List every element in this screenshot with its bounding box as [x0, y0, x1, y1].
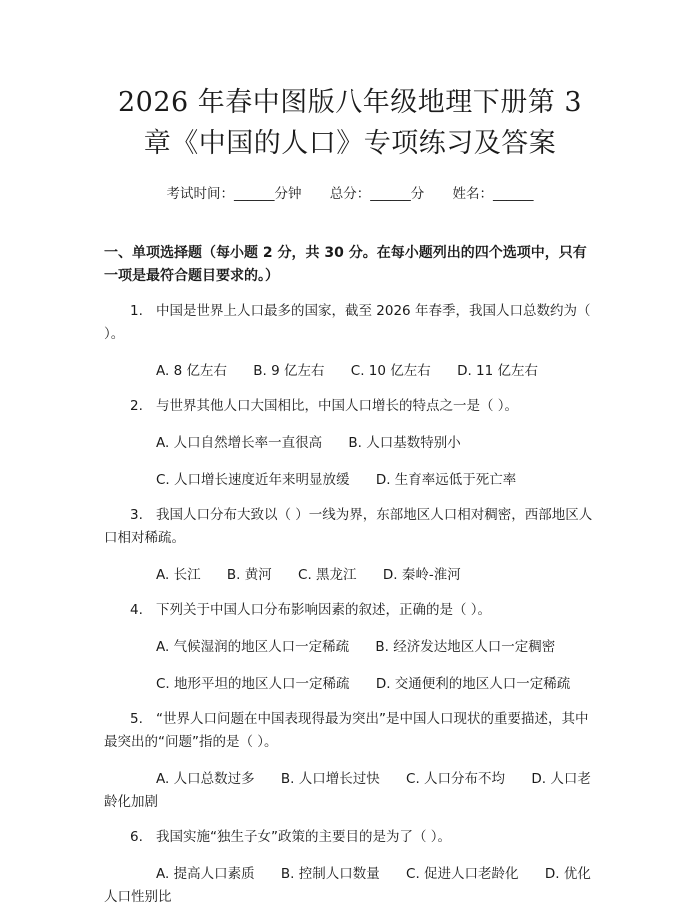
option-c: C. 黑龙江: [298, 567, 357, 583]
option-c: C. 10 亿左右: [350, 363, 431, 379]
question-stem: 我国实施“独生子女”政策的主要目的是为了（ ）。: [156, 829, 452, 845]
question-2-options-row-2: [104, 469, 596, 492]
option-c: C. 地形平坦的地区人口一定稀疏: [156, 676, 350, 692]
option-b: B. 控制人口数量: [280, 866, 380, 882]
question-number: 1.: [130, 303, 143, 319]
question-4: [104, 599, 596, 622]
option-c: C. 人口分布不均: [406, 771, 506, 787]
option-a: A. 气候湿润的地区人口一定稀疏: [156, 639, 350, 655]
question-4-options-row-2: [104, 673, 596, 696]
section-heading: 一、单项选择题（每小题 2 分，共 30 分。在每小题列出的四个选项中，只有一项是最符合题目要求的。）: [104, 245, 587, 284]
question-number: 3.: [130, 507, 143, 523]
exam-name: 姓名：______: [452, 186, 534, 202]
question-number: 2.: [130, 398, 143, 414]
question-5-options: [104, 768, 596, 814]
option-c: C. 人口增长速度近年来明显放缓: [156, 472, 350, 488]
question-2-options-row-1: [104, 432, 596, 455]
question-stem: 我国人口分布大致以（ ）一线为界，东部地区人口相对稠密，西部地区人口相对稀疏。: [104, 507, 593, 546]
question-4-options-row-1: [104, 636, 596, 659]
question-stem: 与世界其他人口大国相比，中国人口增长的特点之一是（ ）。: [156, 398, 519, 414]
option-d: D. 优化人口性别比: [104, 866, 591, 905]
exam-info: [104, 184, 596, 204]
exam-score: 总分：______分: [329, 186, 425, 202]
option-a: A. 8 亿左右: [156, 363, 227, 379]
question-6-options: [104, 863, 596, 909]
option-b: B. 人口基数特别小: [348, 435, 461, 451]
question-2: [104, 395, 596, 418]
question-6: [104, 826, 596, 849]
option-d: D. 人口老龄化加剧: [104, 771, 591, 810]
option-b: B. 经济发达地区人口一定稠密: [375, 639, 556, 655]
question-1: [104, 300, 596, 346]
option-d: D. 交通便利的地区人口一定稀疏: [375, 676, 571, 692]
exam-time: 考试时间：______分钟: [166, 186, 302, 202]
option-a: A. 提高人口素质: [156, 866, 255, 882]
question-stem: “世界人口问题在中国表现得最为突出”是中国人口现状的重要描述，其中最突出的“问题”指的是（ ）。: [104, 711, 589, 750]
option-b: B. 黄河: [226, 567, 272, 583]
option-a: A. 长江: [156, 567, 201, 583]
question-number: 4.: [130, 602, 143, 618]
document-title: 2026 年春中图版八年级地理下册第 3 章《中国的人口》专项练习及答案: [117, 87, 583, 159]
option-c: C. 促进人口老龄化: [406, 866, 519, 882]
option-d: D. 11 亿左右: [457, 363, 539, 379]
question-3: [104, 504, 596, 550]
question-1-options: [104, 360, 596, 383]
question-stem: 下列关于中国人口分布影响因素的叙述，正确的是（ ）。: [156, 602, 492, 618]
option-a: A. 人口总数过多: [156, 771, 255, 787]
option-b: B. 9 亿左右: [253, 363, 325, 379]
question-number: 6.: [130, 829, 143, 845]
question-number: 5.: [130, 711, 143, 727]
option-d: D. 秦岭-淮河: [382, 567, 461, 583]
option-a: A. 人口自然增长率一直很高: [156, 435, 323, 451]
option-b: B. 人口增长过快: [280, 771, 380, 787]
question-5: [104, 708, 596, 754]
question-stem: 中国是世界上人口最多的国家，截至 2026 年春季，我国人口总数约为（ ）。: [104, 303, 591, 342]
option-d: D. 生育率远低于死亡率: [375, 472, 517, 488]
question-3-options: [104, 564, 596, 587]
